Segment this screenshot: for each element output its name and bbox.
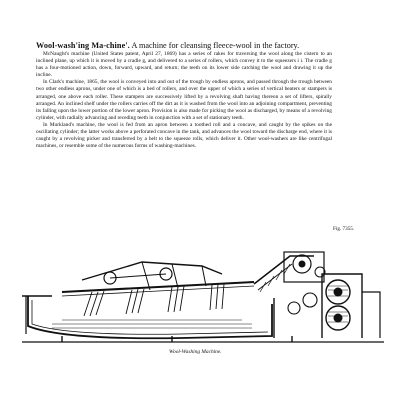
paragraph-murkland: In Murkland's machine, the wool is fed from an apron between a toothed roll and a concave, and caught by the spikes on the oscillating cylinder; the latter works above a perforated concave in the tank, and advances the wool toward the discharge end, where it is caught by a revolving picker and transferred by a belt to the squeeze rolls, which deliver it. Other wool-washers are like centrifugal machines, or resemble some of the numerous forms of washing-machines. <box>36 121 332 150</box>
headword-line <box>36 41 332 51</box>
definition: A machine for cleansing fleece-wool in the factory. <box>131 41 300 50</box>
figure-number: Fig. 7355. <box>333 226 355 232</box>
figure-caption: Wool-Washing Machine. <box>169 349 222 355</box>
dictionary-entry <box>36 41 332 150</box>
paragraph-clark: In Clark's machine, 1865, the wool is conveyed into and out of the trough by endless aprons, and passed through the trough between two other endless aprons, under one of which is a bed of rollers, and over the upper of which a series of vertical beaters or stampers is arranged, one above each roller. These stampers are successively lifted by a revolving shaft having thereon a set of lifters, spirally arranged. An inclined shelf under the rollers carries off the dirt as it is washed from the wool into an adjoining compartment, preventing its falling upon the lower portion of the lower apron. Provision is also made for picking the wool as discharged, by means of a revolving cylinder, with radially advancing and receding teeth in conjunction with a set of stationary teeth. <box>36 79 332 121</box>
paragraph-mcnaught: McNaught's machine (United States patent, April 27, 1869) has a series of rakes for traversing the wool along the cistern to an inclined plane, up which it is moved by a cradle g, and delivered to a series of rollers, which convey it to the squeezers i i. The cradle g has a four-motioned action, down, forward, upward, and return; the teeth on its lower side catching the wool and drawing it up the incline. <box>36 51 332 79</box>
headword: Wool-wash'ing Ma-chine'. <box>36 41 130 50</box>
wool-washing-machine-illustration <box>22 234 384 346</box>
